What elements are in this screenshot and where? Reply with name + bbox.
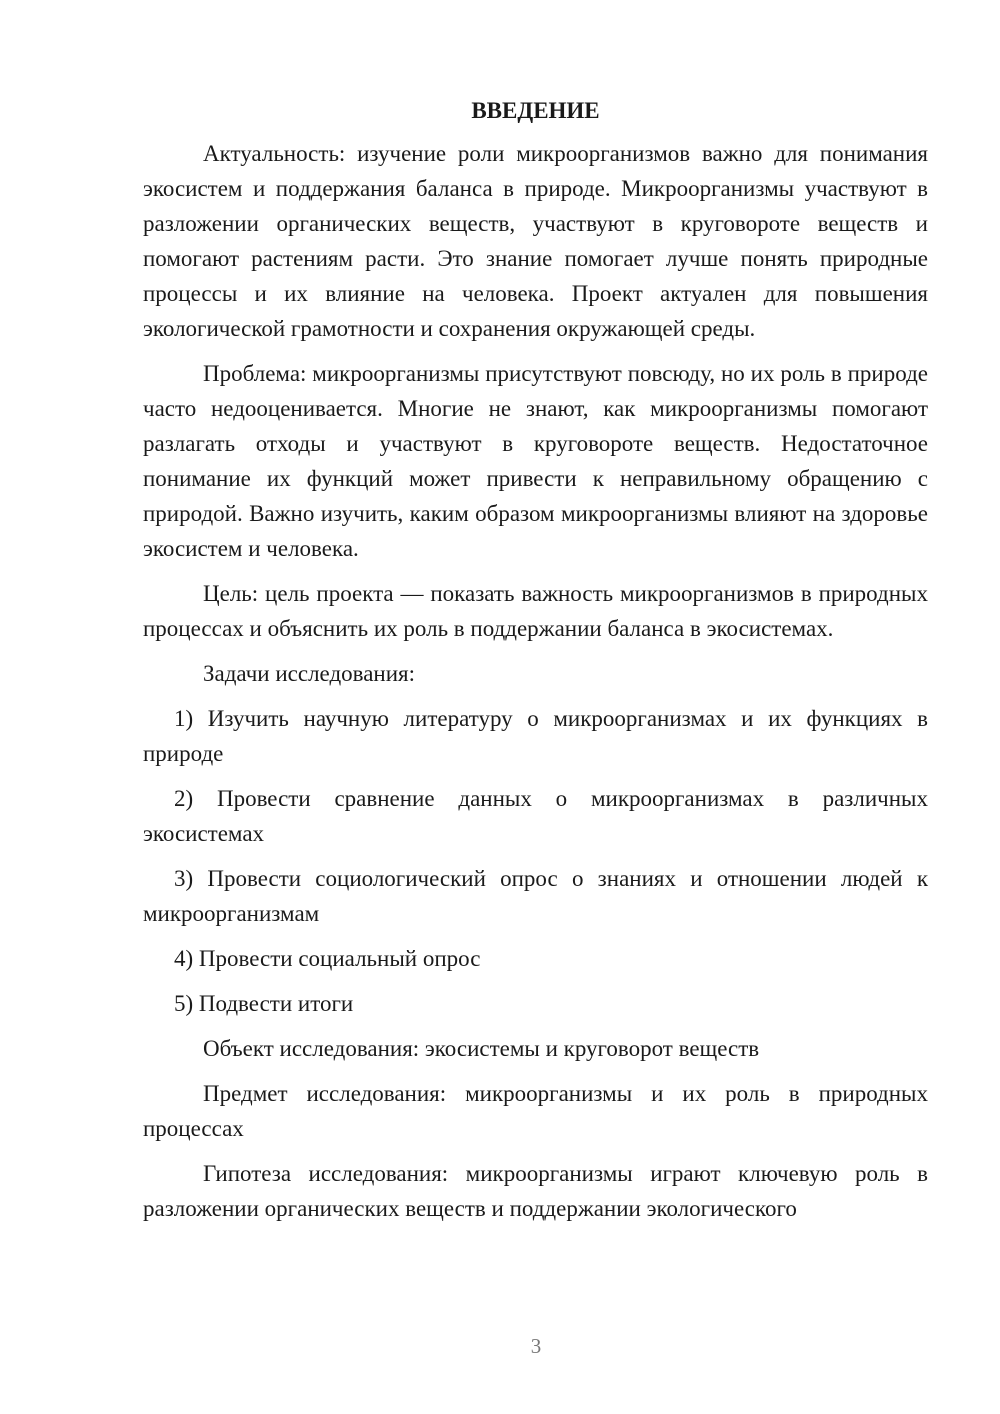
paragraph-object: Объект исследования: экосистемы и круговорот веществ [203,1036,760,1061]
list-item: 2) Провести сравнение данных о микроорганизмах в различных экосистемах [143,786,928,846]
section-title: ВВЕДЕНИЕ [471,98,600,123]
list-item: 1) Изучить научную литературу о микроорганизмах и их функциях в природе [143,706,928,766]
list-item: 4) Провести социальный опрос [174,946,481,971]
paragraph-subject: Предмет исследования: микроорганизмы и их роль в природных процессах [143,1081,928,1141]
tasks-heading: Задачи исследования: [203,661,416,686]
list-item: 5) Подвести итоги [174,991,354,1016]
page-number: 3 [530,1334,542,1358]
paragraph-hypothesis: Гипотеза исследования: микроорганизмы играют ключевую роль в разложении органических веществ и поддержании экологического [143,1161,928,1221]
paragraph-goal: Цель: цель проекта — показать важность микроорганизмов в природных процессах и объяснить их роль в поддержании баланса в экосистемах. [143,581,928,641]
page-content [143,93,928,1226]
paragraph-relevance: Актуальность: изучение роли микроорганизмов важно для понимания экосистем и поддержания баланса в природе. Микроорганизмы участвуют в разложении органических веществ, участвуют в круговороте веществ и помогают растениям расти. Это знание помогает лучше понять природные процессы и их влияние на человека. Проект актуален для повышения экологической грамотности и сохранения окружающей среды. [143,141,928,341]
list-item: 3) Провести социологический опрос о знаниях и отношении людей к микроорганизмам [143,866,928,926]
paragraph-problem: Проблема: микроорганизмы присутствуют повсюду, но их роль в природе часто недооценивается. Многие не знают, как микроорганизмы помогают разлагать отходы и участвуют в круговороте веществ. Недостаточное понимание их функций может привести к неправильному обращению с природой. Важно изучить, каким образом микроорганизмы влияют на здоровье экосистем и человека. [143,361,928,561]
